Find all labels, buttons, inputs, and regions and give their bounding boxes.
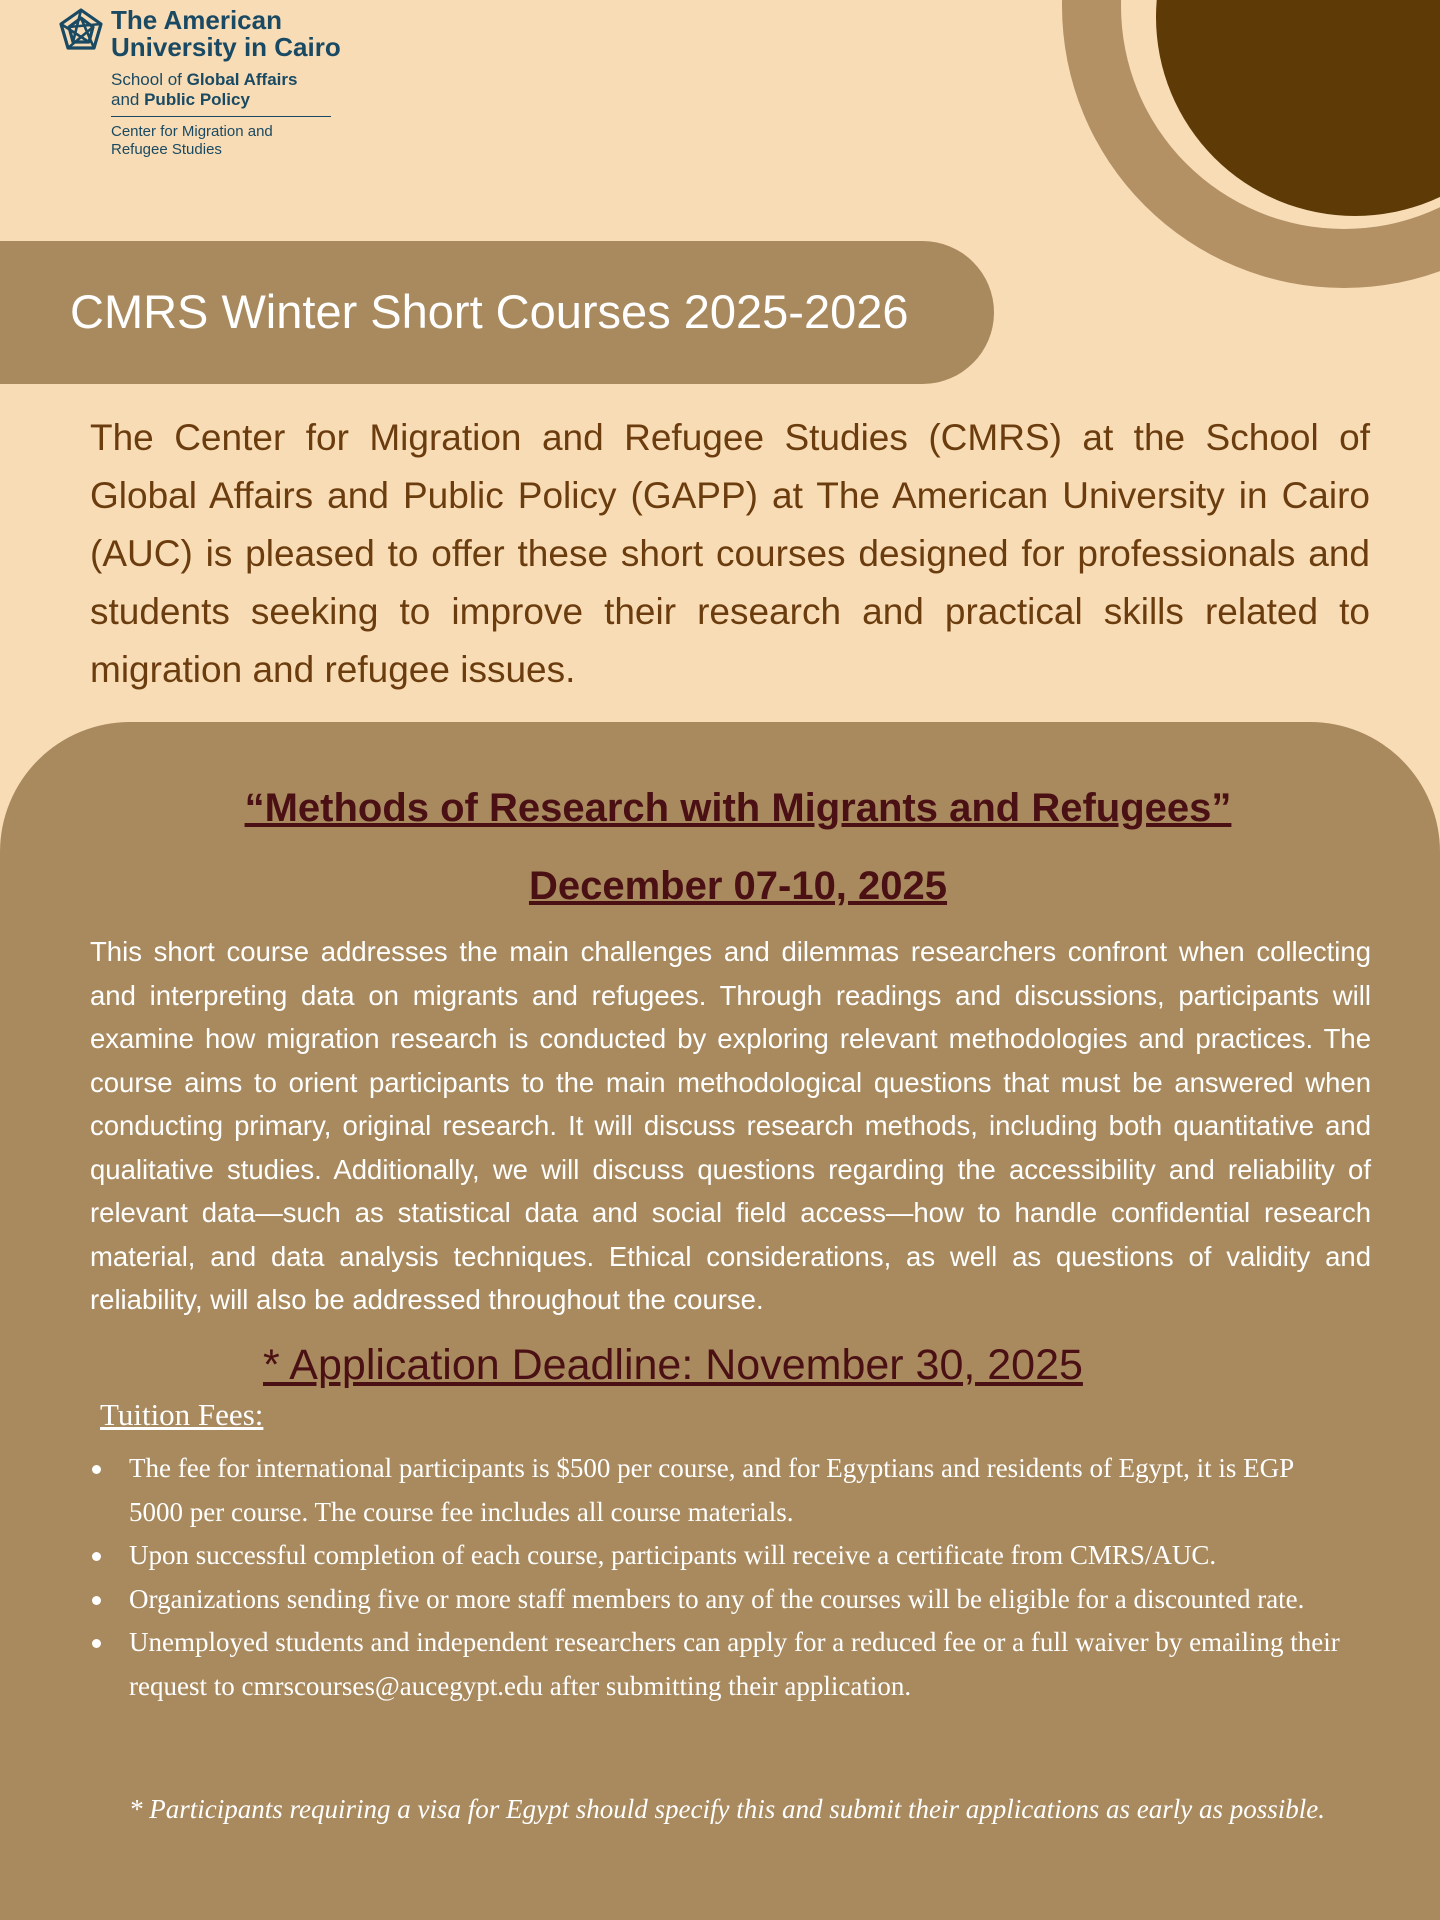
- school-name-line2-pre: and: [111, 90, 145, 109]
- center-name-line1: Center for Migration and: [111, 123, 273, 140]
- university-name: [111, 7, 391, 61]
- course-description: This short course addresses the main challenges and dilemmas researchers confront when collecting and interpreting data on migrants and refugees. Through readings and discussions, participants will examine how migration research is conducted by exploring relevant methodologies and practices. The course aims to orient participants to the main methodological questions that must be answered when conducting primary, original research. It will discuss research methods, including both quantitative and qualitative studies. Additionally, we will discuss questions regarding the accessibility and reliability of relevant data—such as statistical data and social field access—how to handle confidential research material, and data analysis techniques. Ethical considerations, as well as questions of validity and reliability, will also be addressed throughout the course.: [90, 936, 1371, 1315]
- school-name-line2: [111, 90, 351, 110]
- bullet-icon: [92, 1465, 101, 1474]
- school-name-line1-bold: Global Affairs: [186, 70, 298, 89]
- bullet-icon: [92, 1596, 101, 1605]
- list-item: [92, 1534, 1352, 1578]
- list-item: [92, 1621, 1352, 1708]
- tuition-fees-list: [92, 1447, 1352, 1708]
- list-item: [92, 1447, 1352, 1534]
- visa-note: * Participants requiring a visa for Egypt should specify this and submit their applications as early as possible.: [129, 1794, 1325, 1824]
- bullet-icon: [92, 1639, 101, 1648]
- auc-logo: [56, 6, 356, 166]
- title-banner: [0, 241, 994, 384]
- school-name-line2-bold: Public Policy: [144, 90, 250, 109]
- page-title: CMRS Winter Short Courses 2025-2026: [70, 285, 909, 338]
- bullet-icon: [92, 1552, 101, 1561]
- logo-divider: [111, 116, 331, 117]
- list-item: [92, 1578, 1352, 1622]
- fee-item-text: Organizations sending five or more staff members to any of the courses will be eligible for a discounted rate.: [129, 1583, 1305, 1614]
- university-name-line1: The American: [111, 5, 282, 35]
- school-name: [111, 70, 351, 110]
- auc-emblem-icon: [56, 6, 106, 56]
- tuition-fees-heading: Tuition Fees:: [100, 1397, 264, 1432]
- school-name-line1: [111, 70, 351, 90]
- course-title: “Methods of Research with Migrants and Refugees”: [244, 786, 1232, 830]
- fee-item-text: Upon successful completion of each course, participants will receive a certificate from CMRS/AUC.: [129, 1540, 1217, 1570]
- application-deadline: * Application Deadline: November 30, 2025: [263, 1341, 1083, 1389]
- university-name-line2: University in Cairo: [111, 32, 341, 62]
- fee-item-text: The fee for international participants is $500 per course, and for Egyptians and residents of Egypt, it is EGP 5000 per course. The course fee includes all course materials.: [129, 1453, 1294, 1527]
- fee-item-text: Unemployed students and independent researchers can apply for a reduced fee or a full waiver by emailing their request to cmrscourses@aucegypt.edu after submitting their application.: [129, 1627, 1340, 1701]
- center-name-line2: Refugee Studies: [111, 141, 222, 158]
- course-date: December 07-10, 2025: [528, 864, 948, 908]
- intro-paragraph: The Center for Migration and Refugee Studies (CMRS) at the School of Global Affairs and Public Policy (GAPP) at The American University in Cairo (AUC) is pleased to offer these short courses designed for professionals and students seeking to improve their research and practical skills related to migration and refugee issues.: [90, 417, 1370, 690]
- center-name: [111, 123, 351, 159]
- school-name-line1-pre: School of: [111, 70, 187, 89]
